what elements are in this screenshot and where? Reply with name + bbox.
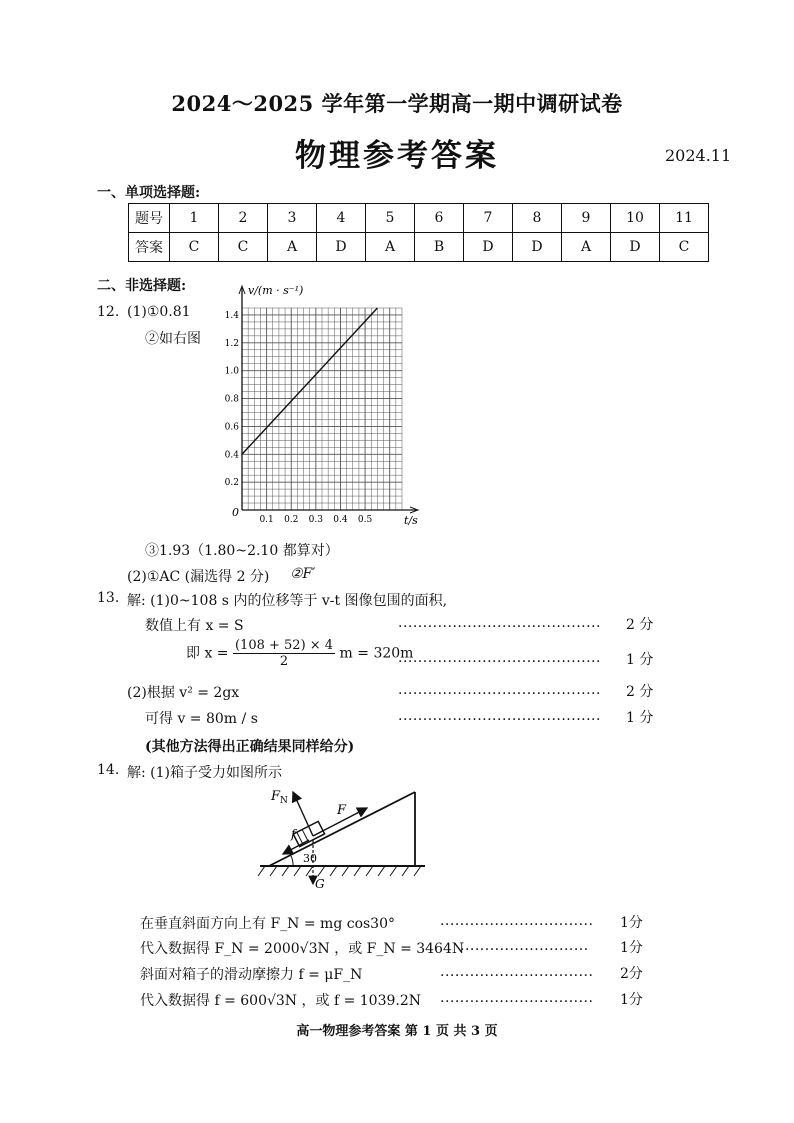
question-number-cell: 10 xyxy=(611,204,660,233)
question-number-cell: 2 xyxy=(219,204,268,233)
answer-cell: D xyxy=(513,233,562,262)
answer-key-title: 物理参考答案 xyxy=(295,138,499,174)
box xyxy=(293,821,324,846)
q14-score-4: 1分 xyxy=(620,992,643,1008)
q13-score-2: 1 分 xyxy=(626,652,654,668)
q14-line3: 斜面对箱子的滑动摩擦力 f = μF_N xyxy=(140,967,363,983)
q14-dots-1: ............................... xyxy=(440,913,594,929)
q13-line4: 可得 v = 80m / s xyxy=(145,711,258,727)
section1-heading: 一、单项选择题: xyxy=(97,185,201,201)
q14-dots-3: ............................... xyxy=(440,964,594,980)
q13-line2-suffix: m = 320m xyxy=(339,645,414,662)
q13-line2-prefix: 即 x = xyxy=(186,645,229,662)
question-number-cell: 11 xyxy=(660,204,709,233)
q13-dots-3: ......................................... xyxy=(398,682,601,698)
q14-intro: 解: (1)箱子受力如图所示 xyxy=(127,765,282,781)
q13-fraction-denominator: 2 xyxy=(279,654,289,669)
x-tick-label: 0.1 xyxy=(259,515,274,525)
y-tick-label: 0.8 xyxy=(224,394,239,405)
x-tick-label: 0.2 xyxy=(284,515,299,525)
row-label-answer: 答案 xyxy=(129,233,170,262)
page-footer: 高一物理参考答案 第 1 页 共 3 页 xyxy=(296,1024,498,1039)
q12-part1: (1)①0.81 xyxy=(127,304,191,320)
q13-fraction xyxy=(233,638,335,669)
answer-cell: D xyxy=(317,233,366,262)
q12-part3: ③1.93（1.80~2.10 都算对） xyxy=(145,543,339,559)
y-tick-label: 1.2 xyxy=(224,338,239,349)
answer-cell: D xyxy=(464,233,513,262)
q13-line1: 数值上有 x = S xyxy=(145,618,244,634)
q14-number: 14. xyxy=(97,762,120,778)
answer-cell: D xyxy=(611,233,660,262)
answer-table-row-numbers xyxy=(129,204,709,233)
q12-part5: ②F′ xyxy=(290,566,316,582)
angle-arc xyxy=(291,856,293,866)
chart-axes xyxy=(239,286,418,513)
q14-line2: 代入数据得 F_N = 2000√3N ，或 F_N = 3464N xyxy=(140,941,465,957)
x-tick-label: 0.5 xyxy=(357,515,373,525)
q14-score-3: 2分 xyxy=(620,966,643,982)
answer-table-row-answers xyxy=(129,233,709,262)
y-tick-label: 0.4 xyxy=(224,450,239,461)
q13-note: (其他方法得出正确结果同样给分) xyxy=(145,739,355,755)
answer-cell: A xyxy=(562,233,611,262)
q13-line3: (2)根据 v² = 2gx xyxy=(127,685,240,701)
q14-score-2: 1分 xyxy=(620,940,643,956)
q13-score-1: 2 分 xyxy=(626,617,654,633)
answer-cell: C xyxy=(660,233,709,262)
question-number-cell: 5 xyxy=(366,204,415,233)
question-number-cell: 6 xyxy=(415,204,464,233)
answer-table xyxy=(128,203,709,262)
chart-grid xyxy=(242,308,402,510)
label-F: F xyxy=(337,803,347,818)
y-tick-label: 1.4 xyxy=(224,310,239,321)
row-label-number: 题号 xyxy=(129,204,170,233)
q13-number: 13. xyxy=(97,590,120,606)
q12-part4: (2)①AC (漏选得 2 分) xyxy=(127,569,270,585)
y-tick-label: 0.6 xyxy=(224,422,239,433)
q13-line2 xyxy=(186,638,413,669)
exam-date: 2024.11 xyxy=(665,146,732,165)
question-number-cell: 1 xyxy=(170,204,219,233)
q13-intro: 解: (1)0~108 s 内的位移等于 v-t 图像包围的面积, xyxy=(127,593,448,609)
q12-number: 12. xyxy=(97,304,120,320)
answer-cell: C xyxy=(219,233,268,262)
y-tick-label: 1.0 xyxy=(224,366,239,377)
chart-origin-label: 0 xyxy=(232,506,239,519)
answer-cell: A xyxy=(366,233,415,262)
chart-y-axis-label: v/(m · s⁻¹) xyxy=(248,284,304,297)
q14-dots-2: .......................... xyxy=(460,938,589,954)
question-number-cell: 8 xyxy=(513,204,562,233)
x-tick-label: 0.4 xyxy=(333,515,348,525)
answer-cell: A xyxy=(268,233,317,262)
question-number-cell: 3 xyxy=(268,204,317,233)
label-f: f xyxy=(291,827,296,841)
q13-dots-4: ......................................... xyxy=(398,708,601,724)
q13-fraction-numerator: (108 + 52) × 4 xyxy=(234,638,334,653)
label-FN: $F_N$ xyxy=(271,789,288,806)
chart-x-axis-label: t/s xyxy=(404,514,418,527)
q13-dots-1: ......................................... xyxy=(398,615,601,631)
question-number-cell: 7 xyxy=(464,204,513,233)
q12-part2: ②如右图 xyxy=(145,331,201,347)
q14-line4: 代入数据得 f = 600√3N ，或 f = 1039.2N xyxy=(140,993,422,1009)
y-tick-label: 0.2 xyxy=(224,478,239,489)
answer-cell: B xyxy=(415,233,464,262)
q14-score-1: 1分 xyxy=(620,915,643,931)
q13-dots-2: ......................................... xyxy=(398,650,601,666)
q13-score-3: 2 分 xyxy=(626,684,654,700)
question-number-cell: 4 xyxy=(317,204,366,233)
label-angle: 30 xyxy=(303,852,317,865)
x-tick-label: 0.3 xyxy=(308,515,324,525)
force-diagram xyxy=(255,780,435,892)
q14-dots-4: ............................... xyxy=(440,990,594,1006)
q13-score-4: 1 分 xyxy=(626,710,654,726)
vt-chart xyxy=(222,280,432,530)
exam-title: 2024～2025 学年第一学期高一期中调研试卷 xyxy=(171,91,623,116)
section2-heading: 二、非选择题: xyxy=(97,278,187,294)
answer-cell: C xyxy=(170,233,219,262)
ground-hatching xyxy=(258,866,421,876)
label-G: G xyxy=(315,877,325,891)
question-number-cell: 9 xyxy=(562,204,611,233)
q14-line1: 在垂直斜面方向上有 F_N = mg cos30° xyxy=(140,916,396,932)
